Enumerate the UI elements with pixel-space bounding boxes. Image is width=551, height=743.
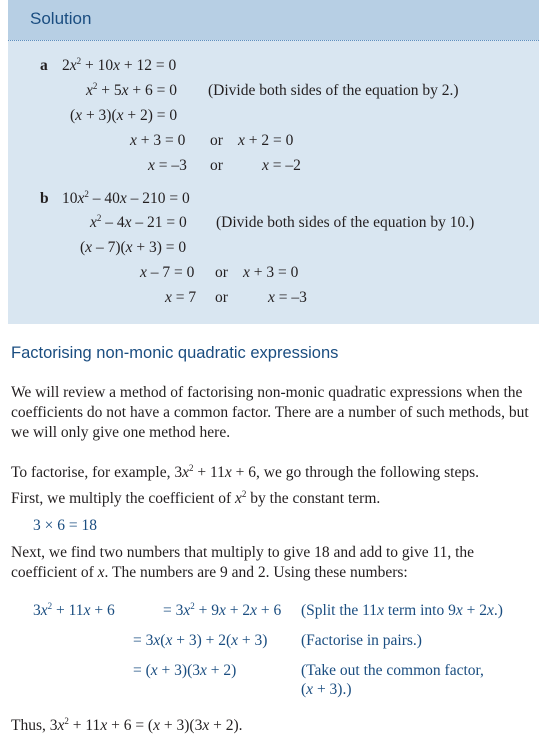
part-b-or-2: or	[215, 289, 228, 306]
step-intro: To factorise, for example, $3x^2 + 11x + 6$, we go through the following steps.	[11, 463, 480, 481]
part-a-or-1: or	[210, 132, 223, 149]
part-a-line-3: (x + 3)(x + 2) = 0	[70, 107, 178, 124]
part-b-line-7: x = –3	[268, 289, 307, 306]
work-row-2: = 3x(x + 3) + 2(x + 3)	[133, 632, 268, 649]
part-b-or-1: or	[215, 264, 228, 281]
part-a-note: (Divide both sides of the equation by 2.)	[208, 82, 459, 99]
part-b-line-2: $x^2 - 4x - 21 = 0$	[90, 213, 187, 231]
product-equation: 3 × 6 = 18	[33, 517, 97, 534]
part-a-line-1: $2x^2 + 10x + 12 = 0$	[62, 56, 177, 74]
intro-paragraph: We will review a method of factorising non-monic quadratic expressions when the coefficients do not have a common factor. There are a number of such methods, but we will only give one method here.	[11, 384, 529, 441]
work-row-3: = (x + 3)(3x + 2)	[133, 662, 237, 679]
part-a-or-2: or	[210, 157, 223, 174]
part-b-line-6: x = 7	[165, 289, 197, 306]
work-row-1: = $3x^2 + 9x + 2x + 6$	[163, 601, 282, 619]
section-title: Factorising non-monic quadratic expressions	[11, 344, 339, 362]
next-step: Next, we find two numbers that multiply to give 18 and add to give 11, the coefficient of x. The numbers are 9 and 2. Using these numbers:	[11, 544, 475, 581]
part-a-line-7: x = –2	[262, 157, 301, 174]
part-a-line-4: x + 3 = 0	[130, 132, 186, 149]
work-note-3a: (Take out the common factor,	[301, 662, 484, 679]
work-lhs: $3x^2 + 11x + 6$	[33, 601, 115, 619]
part-b-line-4: x – 7 = 0	[140, 264, 195, 281]
part-a-line-5: x + 2 = 0	[238, 132, 294, 149]
header-divider	[8, 40, 539, 41]
solution-title: Solution	[30, 9, 92, 28]
part-b-line-1: $10x^2 - 40x - 210 = 0$	[62, 189, 190, 207]
part-a-label: a	[40, 57, 48, 74]
part-a-line-2: $x^2 + 5x + 6 = 0$	[86, 81, 178, 99]
work-note-1: (Split the 11x term into 9x + 2x.)	[301, 602, 503, 619]
first-step: First, we multiply the coefficient of $x^2$ by the constant term.	[11, 489, 381, 507]
work-note-2: (Factorise in pairs.)	[301, 632, 422, 649]
work-note-3b: (x + 3).)	[301, 681, 352, 698]
part-b-line-3: (x – 7)(x + 3) = 0	[80, 239, 187, 256]
part-b-label: b	[40, 190, 49, 207]
solution-header	[8, 0, 539, 40]
part-b-line-5: x + 3 = 0	[243, 264, 299, 281]
part-b-note: (Divide both sides of the equation by 10.)	[216, 214, 475, 231]
part-a-line-6: x = –3	[148, 157, 187, 174]
conclusion: Thus, $3x^2 + 11x + 6 = (x + 3)(3x + 2)$.	[11, 716, 243, 734]
